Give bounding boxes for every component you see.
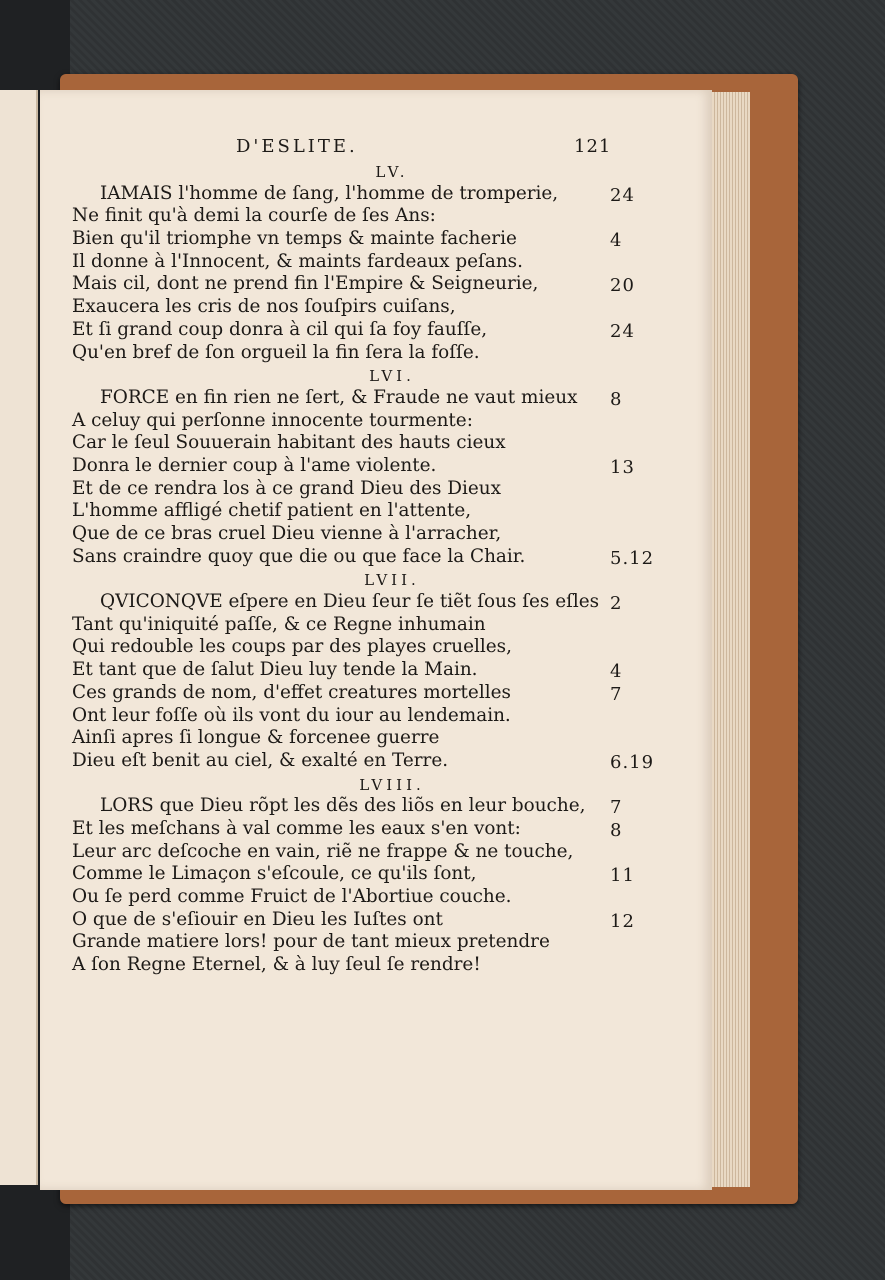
verse-text: Sans craindre quoy que die ou que face la Chair.: [72, 545, 526, 567]
verse-text: Ainſi apres ſi longue & forcenee guerre: [72, 727, 440, 749]
verse-line: [72, 546, 672, 569]
facing-page-edge: [0, 90, 38, 1185]
verse-text: Que de ce bras cruel Dieu vienne à l'arracher,: [72, 523, 502, 544]
margin-reference: 20: [610, 275, 635, 297]
verse-line: [72, 410, 672, 433]
verse-line: [72, 319, 672, 342]
verse-text: Qui redouble les coups par des playes cruelles,: [72, 636, 512, 658]
verse-text: Il donne à l'Innocent, & maints fardeaux peſans.: [72, 250, 523, 272]
verse-text: QVICONQVE eſpere en Dieu ſeur ſe tiẽt ſous ſes eſles: [100, 591, 600, 613]
verse-line: [72, 387, 672, 410]
verse-text: Bien qu'il triomphe vn temps & mainte facherie: [72, 228, 517, 250]
verse-text: Ces grands de nom, d'effet creatures mortelles: [72, 681, 511, 703]
verse-line: [72, 795, 672, 818]
verse-line: [72, 636, 672, 659]
verse-line: [72, 909, 672, 932]
verse-text: LORS que Dieu rõpt les dẽs des liõs en leur bouche,: [100, 795, 586, 817]
section-heading: LVII.: [364, 571, 420, 590]
verse-text: FORCE en fin rien ne ſert, & Fraude ne vaut mieux: [100, 386, 578, 408]
verse-line: [72, 886, 672, 909]
margin-reference: 4: [610, 230, 623, 252]
page-number: 121: [574, 136, 612, 157]
verse-text: Et les meſchans à val comme les eaux s'en vont:: [72, 817, 521, 839]
book-page: [40, 90, 712, 1190]
verse-line: [72, 682, 672, 705]
verse-line: [72, 931, 672, 954]
verse-line: [72, 727, 672, 750]
verse-line: [72, 818, 672, 841]
verse-line: [72, 228, 672, 251]
verse-text: Et ſi grand coup donra à cil qui ſa foy fauſſe,: [72, 318, 488, 340]
verse-text: IAMAIS l'homme de ſang, l'homme de tromperie,: [100, 182, 559, 204]
verse-text: Exaucera les cris de nos ſouſpirs cuiſans,: [72, 296, 456, 318]
verse-line: [72, 863, 672, 886]
verse-line: [72, 659, 672, 682]
verse-line: [72, 205, 672, 228]
verse-line: [72, 523, 672, 546]
verse-line: [72, 705, 672, 728]
verse-text: Mais cil, dont ne prend fin l'Empire & Seigneurie,: [72, 273, 539, 295]
verse-text: Ont leur foſſe où ils vont du iour au lendemain.: [72, 704, 511, 726]
verse-line: [72, 500, 672, 523]
verse-text: Grande matiere lors! pour de tant mieux pretendre: [72, 931, 550, 953]
section-heading: LVIII.: [359, 775, 425, 794]
poem-text: [72, 160, 672, 977]
margin-reference: 24: [610, 320, 635, 342]
verse-text: Et tant que de ſalut Dieu luy tende la Main.: [72, 659, 478, 681]
margin-reference: 24: [610, 184, 635, 206]
verse-text: Comme le Limaçon s'eſcoule, ce qu'ils ſont,: [72, 863, 477, 885]
verse-text: A celuy qui perſonne innocente tourmente:: [72, 409, 473, 431]
verse-line: [72, 296, 672, 319]
verse-text: Tant qu'iniquité paſſe, & ce Regne inhumain: [72, 613, 486, 635]
verse-text: Car le ſeul Souuerain habitant des hauts cieux: [72, 432, 506, 454]
verse-text: O que de s'eſiouir en Dieu les Iuſtes ont: [72, 908, 443, 930]
margin-reference: 12: [610, 910, 635, 932]
verse-line: [72, 614, 672, 637]
verse-text: A ſon Regne Eternel, & à luy ſeul ſe rendre!: [72, 954, 481, 976]
verse-text: Et de ce rendra los à ce grand Dieu des Dieux: [72, 477, 502, 499]
verse-text: Ne finit qu'à demi la courſe de ſes Ans:: [72, 205, 436, 227]
margin-reference: 4: [610, 661, 623, 683]
verse-text: Qu'en bref de ſon orgueil la fin ſera la foſſe.: [72, 341, 480, 363]
running-head: D'ESLITE.: [236, 136, 358, 157]
verse-text: Dieu eſt benit au ciel, & exalté en Terre.: [72, 749, 449, 771]
margin-reference: 8: [610, 819, 623, 841]
margin-reference: 8: [610, 388, 623, 410]
margin-reference: 7: [610, 683, 623, 705]
margin-reference: 7: [610, 797, 623, 819]
verse-line: [72, 455, 672, 478]
verse-line: [72, 432, 672, 455]
section-heading: LVI.: [369, 367, 415, 386]
margin-reference: 2: [610, 593, 623, 615]
verse-line: [72, 251, 672, 274]
verse-line: [72, 183, 672, 206]
verse-text: Donra le dernier coup à l'ame violente.: [72, 454, 437, 476]
verse-text: Leur arc deſcoche en vain, riẽ ne frappe & ne touche,: [72, 840, 574, 862]
margin-reference: 5.12: [610, 547, 655, 569]
verse-line: [72, 750, 672, 773]
verse-line: [72, 954, 672, 977]
verse-line: [72, 841, 672, 864]
margin-reference: 6.19: [610, 751, 655, 773]
section-heading: LV.: [375, 163, 409, 181]
verse-line: [72, 342, 672, 365]
verse-text: Ou ſe perd comme Fruict de l'Abortiue couche.: [72, 886, 512, 907]
verse-line: [72, 478, 672, 501]
verse-text: L'homme affligé chetif patient en l'attente,: [72, 500, 472, 522]
margin-reference: 13: [610, 456, 635, 478]
verse-line: [72, 273, 672, 296]
verse-line: [72, 591, 672, 614]
margin-reference: 11: [610, 865, 635, 887]
